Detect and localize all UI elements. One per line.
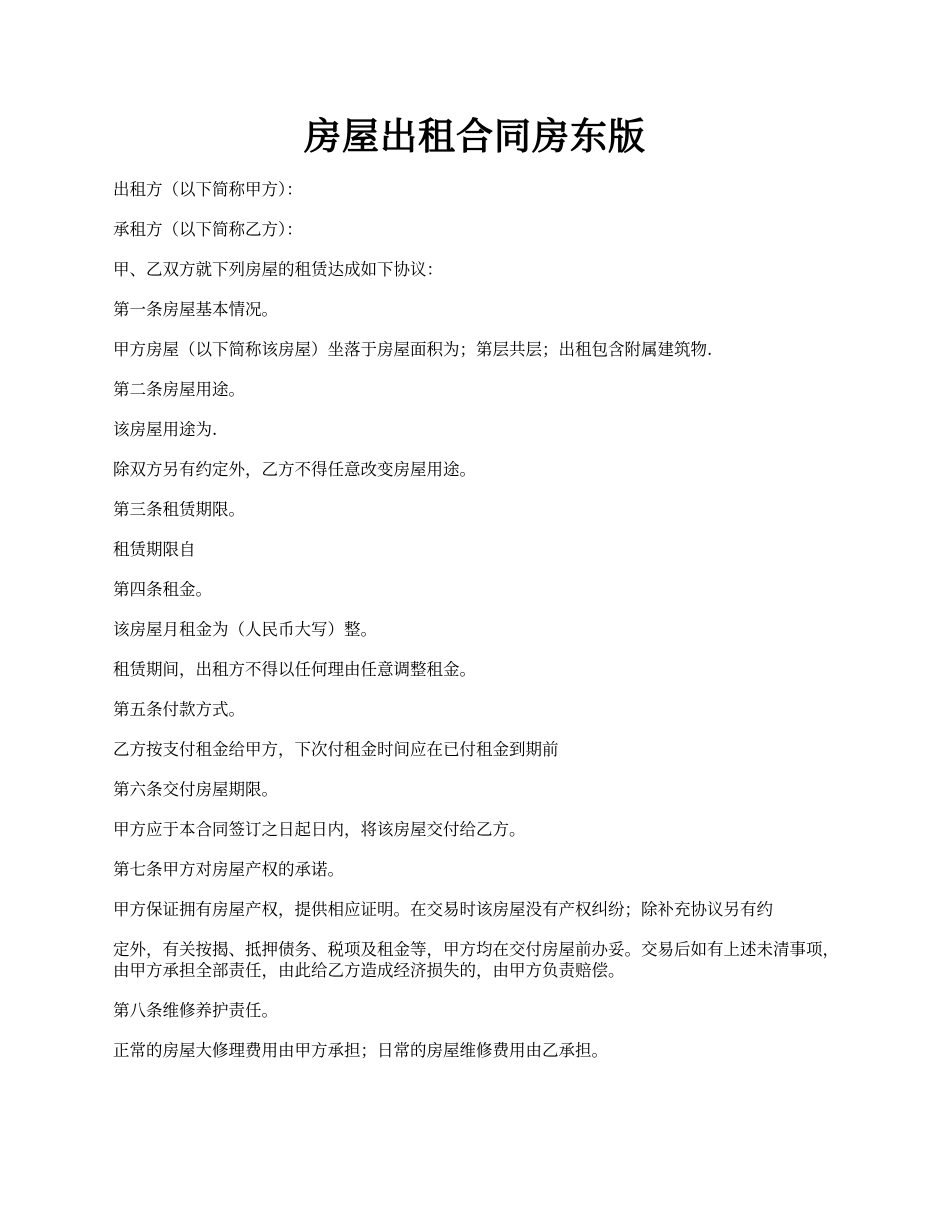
article-2-heading: 第二条房屋用途。 xyxy=(113,380,245,399)
article-6-heading: 第六条交付房屋期限。 xyxy=(113,780,278,799)
article-5-text: 乙方按支付租金给甲方，下次付租金时间应在已付租金到期前 xyxy=(113,740,559,759)
document-title: 房屋出租合同房东版 xyxy=(304,114,646,158)
article-3-heading: 第三条租赁期限。 xyxy=(113,500,245,519)
article-1-text: 甲方房屋（以下简称该房屋）坐落于房屋面积为；第层共层；出租包含附属建筑物. xyxy=(113,340,713,359)
article-3-text: 租赁期限自 xyxy=(113,540,196,559)
article-1-heading: 第一条房屋基本情况。 xyxy=(113,300,278,319)
article-6-text: 甲方应于本合同签订之日起日内，将该房屋交付给乙方。 xyxy=(113,820,526,839)
article-4-text-2: 租赁期间，出租方不得以任何理由任意调整租金。 xyxy=(113,660,476,679)
paragraph-lessee: 承租方（以下简称乙方）： xyxy=(113,220,303,239)
article-7-text-1: 甲方保证拥有房屋产权，提供相应证明。在交易时该房屋没有产权纠纷；除补充协议另有约 xyxy=(113,900,773,919)
article-8-heading: 第八条维修养护责任。 xyxy=(113,1001,278,1020)
article-7-text-2: 定外，有关按揭、抵押债务、税项及租金等，甲方均在交付房屋前办妥。交易后如有上述未清事项，由甲方承担全部责任，由此给乙方造成经济损失的，由甲方负责赔偿。 xyxy=(113,940,839,980)
document-body xyxy=(113,179,843,1080)
article-4-heading: 第四条租金。 xyxy=(113,580,212,599)
paragraph-lessor: 出租方（以下简称甲方）： xyxy=(113,180,303,199)
article-2-text-1: 该房屋用途为. xyxy=(113,420,218,439)
paragraph-agreement-intro: 甲、乙双方就下列房屋的租赁达成如下协议： xyxy=(113,260,443,279)
article-2-text-2: 除双方另有约定外，乙方不得任意改变房屋用途。 xyxy=(113,460,476,479)
article-8-text: 正常的房屋大修理费用由甲方承担；日常的房屋维修费用由乙承担。 xyxy=(113,1041,608,1060)
article-7-heading: 第七条甲方对房屋产权的承诺。 xyxy=(113,860,344,879)
article-4-text-1: 该房屋月租金为（人民币大写）整。 xyxy=(113,620,377,639)
article-5-heading: 第五条付款方式。 xyxy=(113,700,245,719)
